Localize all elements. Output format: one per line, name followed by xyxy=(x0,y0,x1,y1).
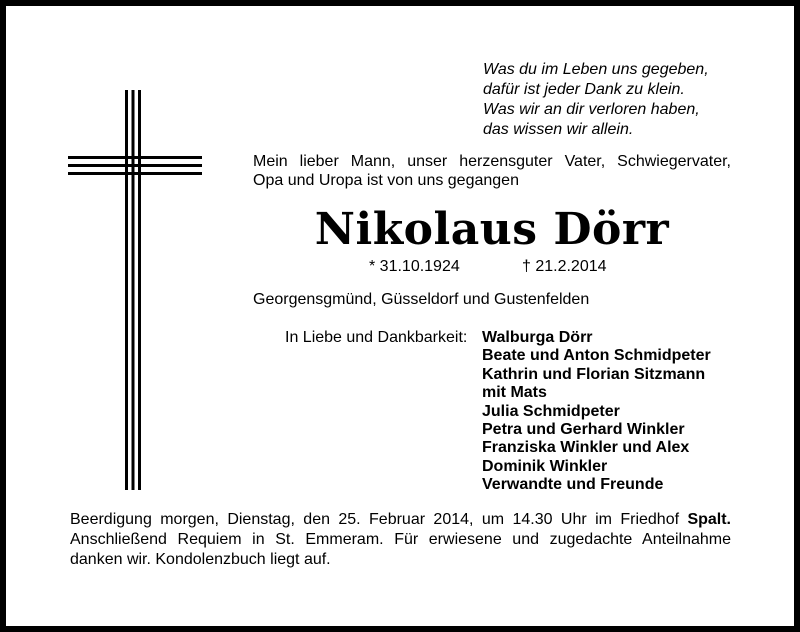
funeral-notice xyxy=(70,510,731,570)
funeral-line: Anschließend Requiem in St. Emmeram. Für erwiesene und zugedachte Anteilnahme xyxy=(70,531,731,548)
mourner-name: mit Mats xyxy=(482,384,547,402)
funeral-text: Beerdigung morgen, Dienstag, den 25. Februar 2014, um 14.30 Uhr im Friedhof xyxy=(70,511,688,528)
funeral-place: Spalt. xyxy=(687,511,731,528)
death-date: † 21.2.2014 xyxy=(522,258,607,275)
funeral-line: danken wir. Kondolenzbuch liegt auf. xyxy=(70,551,331,568)
funeral-line xyxy=(70,510,731,530)
thanks-label: In Liebe und Dankbarkeit: xyxy=(285,329,468,346)
poem-line: dafür ist jeder Dank zu klein. xyxy=(483,81,685,98)
deceased-name: Nikolaus Dörr xyxy=(314,204,670,255)
cross-icon xyxy=(68,90,202,490)
mourner-name: Julia Schmidpeter xyxy=(482,402,620,420)
intro-text xyxy=(253,152,731,190)
poem-line: das wissen wir allein. xyxy=(483,121,634,138)
places-line: Georgensgmünd, Güsseldorf und Gustenfelden xyxy=(253,291,590,308)
mourner-name: Franziska Winkler und Alex xyxy=(482,439,690,457)
mourners-list xyxy=(482,329,711,495)
mourner-name: Verwandte und Freunde xyxy=(482,476,664,494)
mourner-name: Petra und Gerhard Winkler xyxy=(482,421,685,439)
mourner-name: Kathrin und Florian Sitzmann xyxy=(482,365,706,383)
mourner-name: Walburga Dörr xyxy=(482,329,593,346)
poem-line: Was wir an dir verloren haben, xyxy=(483,101,700,118)
intro-line: Mein lieber Mann, unser herzensguter Vater, Schwiegervater, xyxy=(253,153,731,170)
poem-line: Was du im Leben uns gegeben, xyxy=(483,61,709,78)
birth-date: * 31.10.1924 xyxy=(369,258,460,275)
memorial-poem xyxy=(483,60,709,140)
mourner-name: Beate und Anton Schmidpeter xyxy=(482,347,711,365)
mourner-name: Dominik Winkler xyxy=(482,457,608,475)
intro-line: Opa und Uropa ist von uns gegangen xyxy=(253,172,519,189)
